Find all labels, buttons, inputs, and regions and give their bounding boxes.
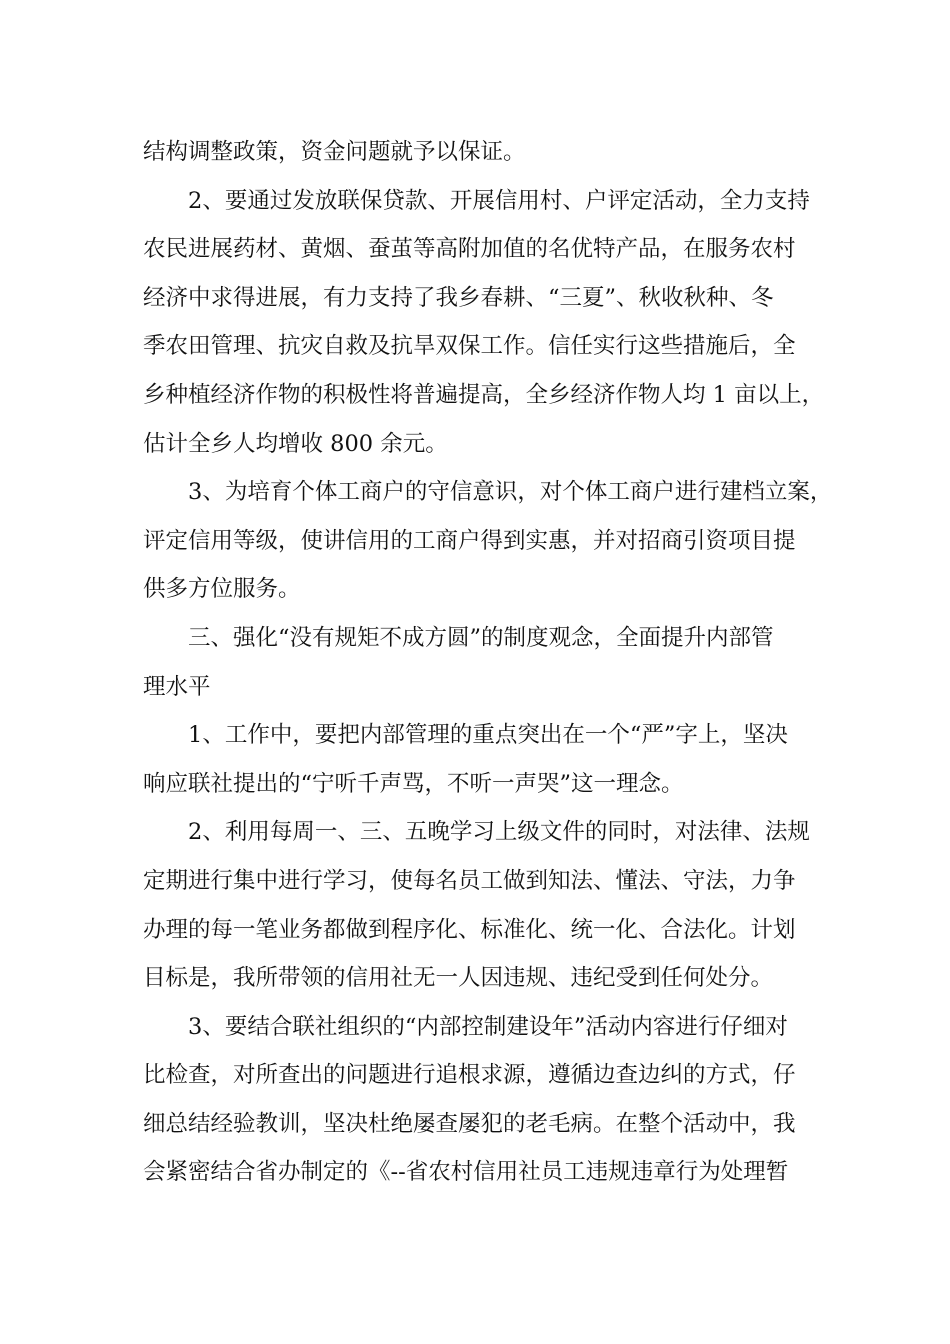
text-line-22: 会紧密结合省办制定的《--省农村信用社员工违规违章行为处理暂: [143, 1159, 789, 1186]
text-line-8: 3、为培育个体工商户的守信意识，对个体工商户进行建档立案，: [188, 479, 833, 506]
text-line-19: 3、要结合联社组织的“内部控制建设年”活动内容进行仔细对: [188, 1013, 788, 1040]
text-line-15: 2、利用每周一、三、五晚学习上级文件的同时，对法律、法规: [188, 819, 810, 846]
text-line-1: 结构调整政策，资金问题就予以保证。: [143, 139, 526, 165]
text-line-6: 乡种植经济作物的积极性将普遍提高，全乡经济作物人均 1 亩以上，: [143, 381, 825, 408]
text-line-7: 估计全乡人均增收 800 余元。: [143, 430, 448, 457]
text-line-5: 季农田管理、抗灾自救及抗旱双保工作。信任实行这些措施后，全: [143, 333, 796, 360]
text-line-20: 比检查，对所查出的问题进行追根求源，遵循边查边纠的方式，仔: [143, 1062, 796, 1089]
text-line-13: 1、工作中，要把内部管理的重点突出在一个“严”字上，坚决: [188, 722, 788, 749]
text-line-21: 细总结经验教训，坚决杜绝屡查屡犯的老毛病。在整个活动中，我: [143, 1110, 796, 1137]
text-line-16: 定期进行集中进行学习，使每名员工做到知法、懂法、守法，力争: [143, 867, 796, 894]
text-line-2: 2、要通过发放联保贷款、开展信用村、户评定活动，全力支持: [188, 187, 810, 214]
text-line-17: 办理的每一笔业务都做到程序化、标准化、统一化、合法化。计划: [143, 916, 796, 943]
text-line-4: 经济中求得进展，有力支持了我乡春耕、“三夏”、秋收秋种、冬: [143, 284, 774, 311]
text-line-18: 目标是，我所带领的信用社无一人因违规、违纪受到任何处分。: [143, 965, 774, 992]
text-line-14: 响应联社提出的“宁听千声骂，不听一声哭”这一理念。: [143, 770, 684, 797]
section-heading-line-1: 三、强化“没有规矩不成方圆”的制度观念，全面提升内部管: [188, 624, 774, 651]
text-line-9: 评定信用等级，使讲信用的工商户得到实惠，并对招商引资项目提: [143, 527, 796, 554]
document-body: [143, 128, 833, 1197]
text-line-3: 农民进展药材、黄烟、蚕茧等高附加值的名优特产品，在服务农村: [143, 236, 796, 263]
section-heading-line-2: 理水平: [143, 673, 211, 700]
text-line-10: 供多方位服务。: [143, 576, 301, 603]
